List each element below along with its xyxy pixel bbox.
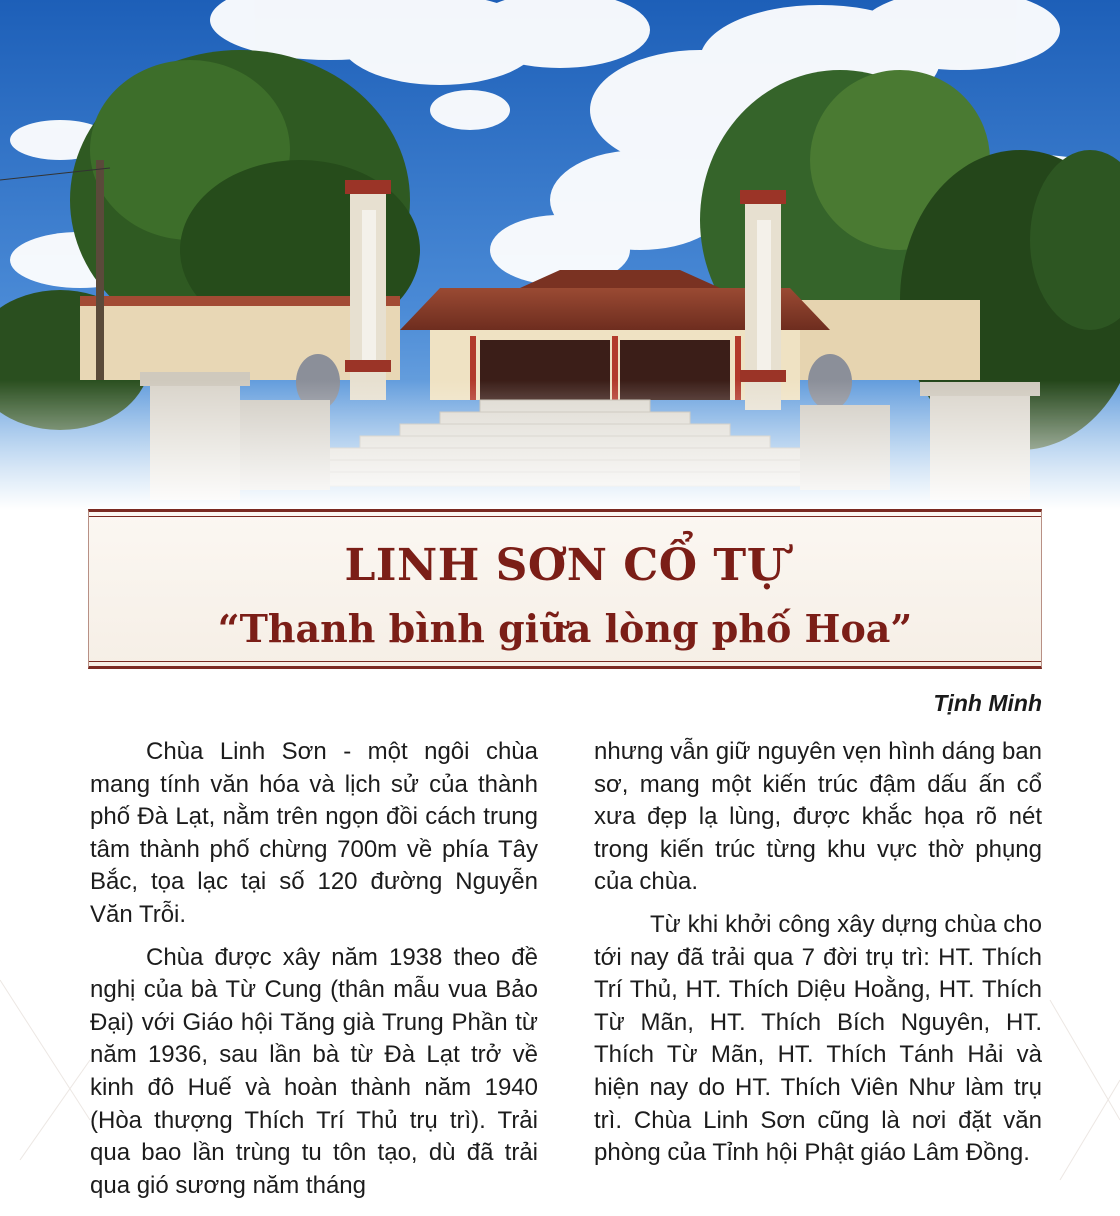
paragraph: Chùa Linh Sơn - một ngôi chùa mang tính văn hóa và lịch sử của thành phố Đà Lạt, nằm trên ngọn đồi cách trung tâm thành phố chừng 700m về phía Tây Bắc, tọa lạc tại số 120 đường Nguyễn Văn Trỗi.: [90, 738, 538, 928]
article-title: LINH SƠN CỔ TỰ: [344, 540, 786, 591]
title-box: [88, 509, 1042, 669]
paragraph-continuation: nhưng vẫn giữ nguyên vẹn hình dáng ban sơ, mang một kiến trúc đậm dấu ấn cổ xưa đẹp lạ lùng, được khắc họa rõ nét trong kiến trúc từng khu vực thờ phụng của chùa.: [594, 738, 1042, 896]
article-subtitle: “Thanh bình giữa lòng phố Hoa”: [217, 606, 913, 651]
article-column-left: [90, 736, 538, 1212]
paragraph: Chùa được xây năm 1938 theo đề nghị của bà Từ Cung (thân mẫu vua Bảo Đại) với Giáo hội Tăng già Trung Phần từ năm 1936, sau lần bà từ Đà Lạt trở về kinh đô Huế và hoàn thành năm 1940 (Hòa thượng Thích Trí Thủ trụ trì). Trải qua bao lần trùng tu tôn tạo, dù đã trải qua gió sương năm tháng: [90, 943, 538, 1199]
pagoda-photo: [0, 0, 1120, 510]
pagoda-illustration: [0, 0, 1120, 510]
paragraph: Từ khi khởi công xây dựng chùa cho tới nay đã trải qua 7 đời trụ trì: HT. Thích Trí Thủ, HT. Thích Diệu Hoằng, HT. Thích Từ Mãn, HT. Thích Bích Nguyên, HT. Thích Từ Mãn, HT. Thích Tánh Hải và hiện nay do HT. Thích Viên Như làm trụ trì. Chùa Linh Sơn cũng là nơi đặt văn phòng của Tỉnh hội Phật giáo Lâm Đồng.: [594, 910, 1042, 1167]
article-column-right: [594, 736, 1042, 1180]
author-byline: Tịnh Minh: [933, 690, 1042, 716]
